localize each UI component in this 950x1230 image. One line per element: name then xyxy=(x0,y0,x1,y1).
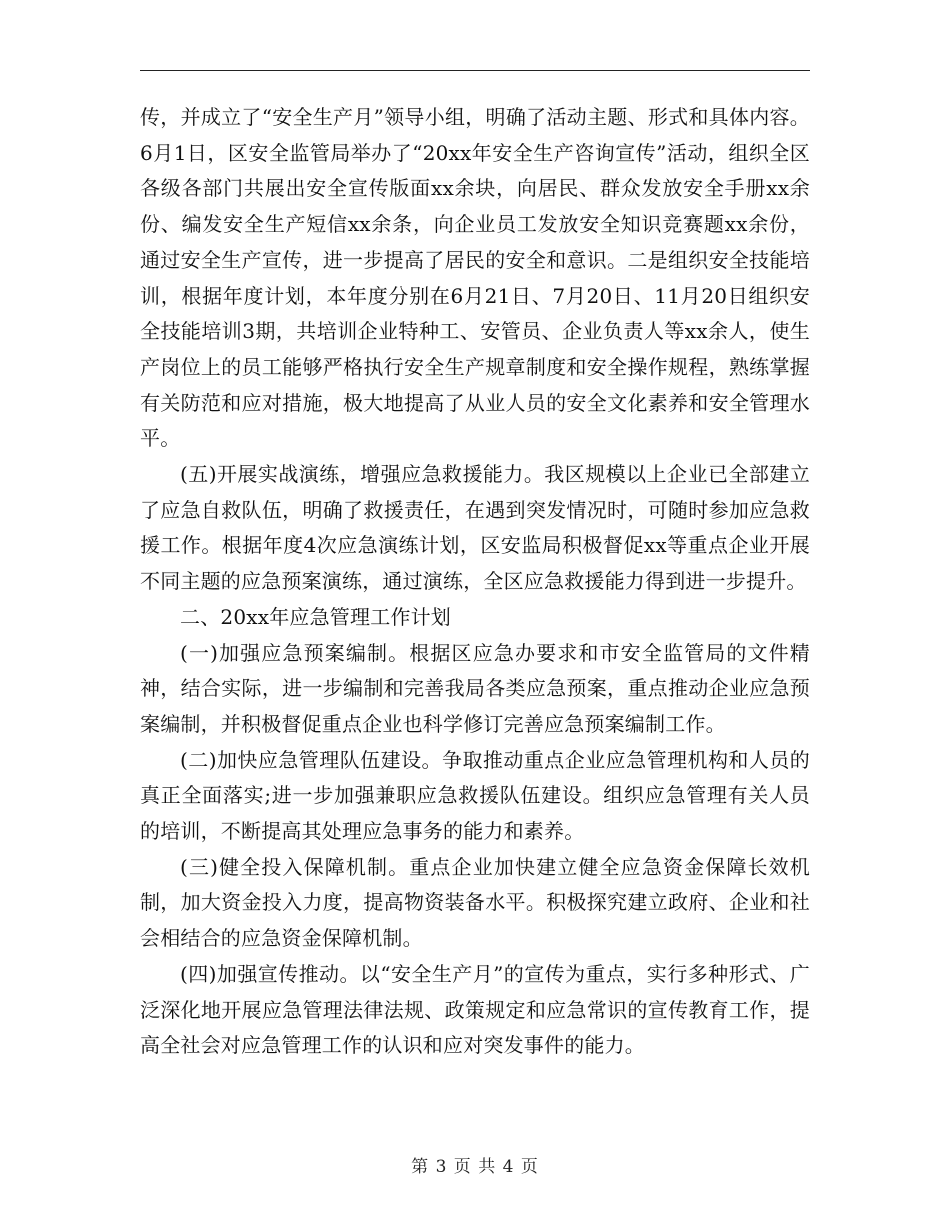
paragraph-plan-item-2: (二)加快应急管理队伍建设。争取推动重点企业应急管理机构和人员的真正全面落实;进一步加强兼职应急救援队伍建设。组织应急管理有关人员的培训，不断提高其处理应急事务的能力和素养。 xyxy=(140,747,810,844)
paragraph-drill-exercise: (五)开展实战演练，增强应急救援能力。我区规模以上企业已全部建立了应急自救队伍，明确了救援责任，在遇到突发情况时，可随时参加应急救援工作。根据年度4次应急演练计划，区安监局积极督促xx等重点企业开展不同主题的应急预案演练，通过演练，全区应急救援能力得到进一步提升。 xyxy=(140,462,810,594)
header-rule xyxy=(140,70,810,71)
section-heading-work-plan: 二、20xx年应急管理工作计划 xyxy=(180,604,452,629)
paragraph-plan-item-3: (三)健全投入保障机制。重点企业加快建立健全应急资金保障长效机制，加大资金投入力度，提高物资装备水平。积极探究建立政府、企业和社会相结合的应急资金保障机制。 xyxy=(140,854,810,951)
paragraph-continuation: 传，并成立了“安全生产月”领导小组，明确了活动主题、形式和具体内容。6月1日，区安全监管局举办了“20xx年安全生产咨询宣传”活动，组织全区各级各部门共展出安全宣传版面xx余块，向居民、群众发放安全手册xx余份、编发安全生产短信xx余条，向企业员工发放安全知识竞赛题xx余份，通过安全生产宣传，进一步提高了居民的安全和意识。二是组织安全技能培训，根据年度计划，本年度分别在6月21日、7月20日、11月20日组织安全技能培训3期，共培训企业特种工、安管员、企业负责人等xx余人，使生产岗位上的员工能够严格执行安全生产规章制度和安全操作规程，熟练掌握有关防范和应对措施，极大地提高了从业人员的安全文化素养和安全管理水平。 xyxy=(140,105,810,451)
document-body xyxy=(140,100,810,1064)
paragraph-plan-item-1: (一)加强应急预案编制。根据区应急办要求和市安全监管局的文件精神，结合实际，进一步编制和完善我局各类应急预案，重点推动企业应急预案编制，并积极督促重点企业也科学修订完善应急预案编制工作。 xyxy=(140,640,810,736)
page-number-label: 第 3 页 共 4 页 xyxy=(411,1157,539,1177)
page-footer xyxy=(0,1152,950,1177)
paragraph-plan-item-4: (四)加强宣传推动。以“安全生产月”的宣传为重点，实行多种形式、广泛深化地开展应急管理法律法规、政策规定和应急常识的宣传教育工作，提高全社会对应急管理工作的认识和应对突发事件的能力。 xyxy=(140,961,810,1058)
